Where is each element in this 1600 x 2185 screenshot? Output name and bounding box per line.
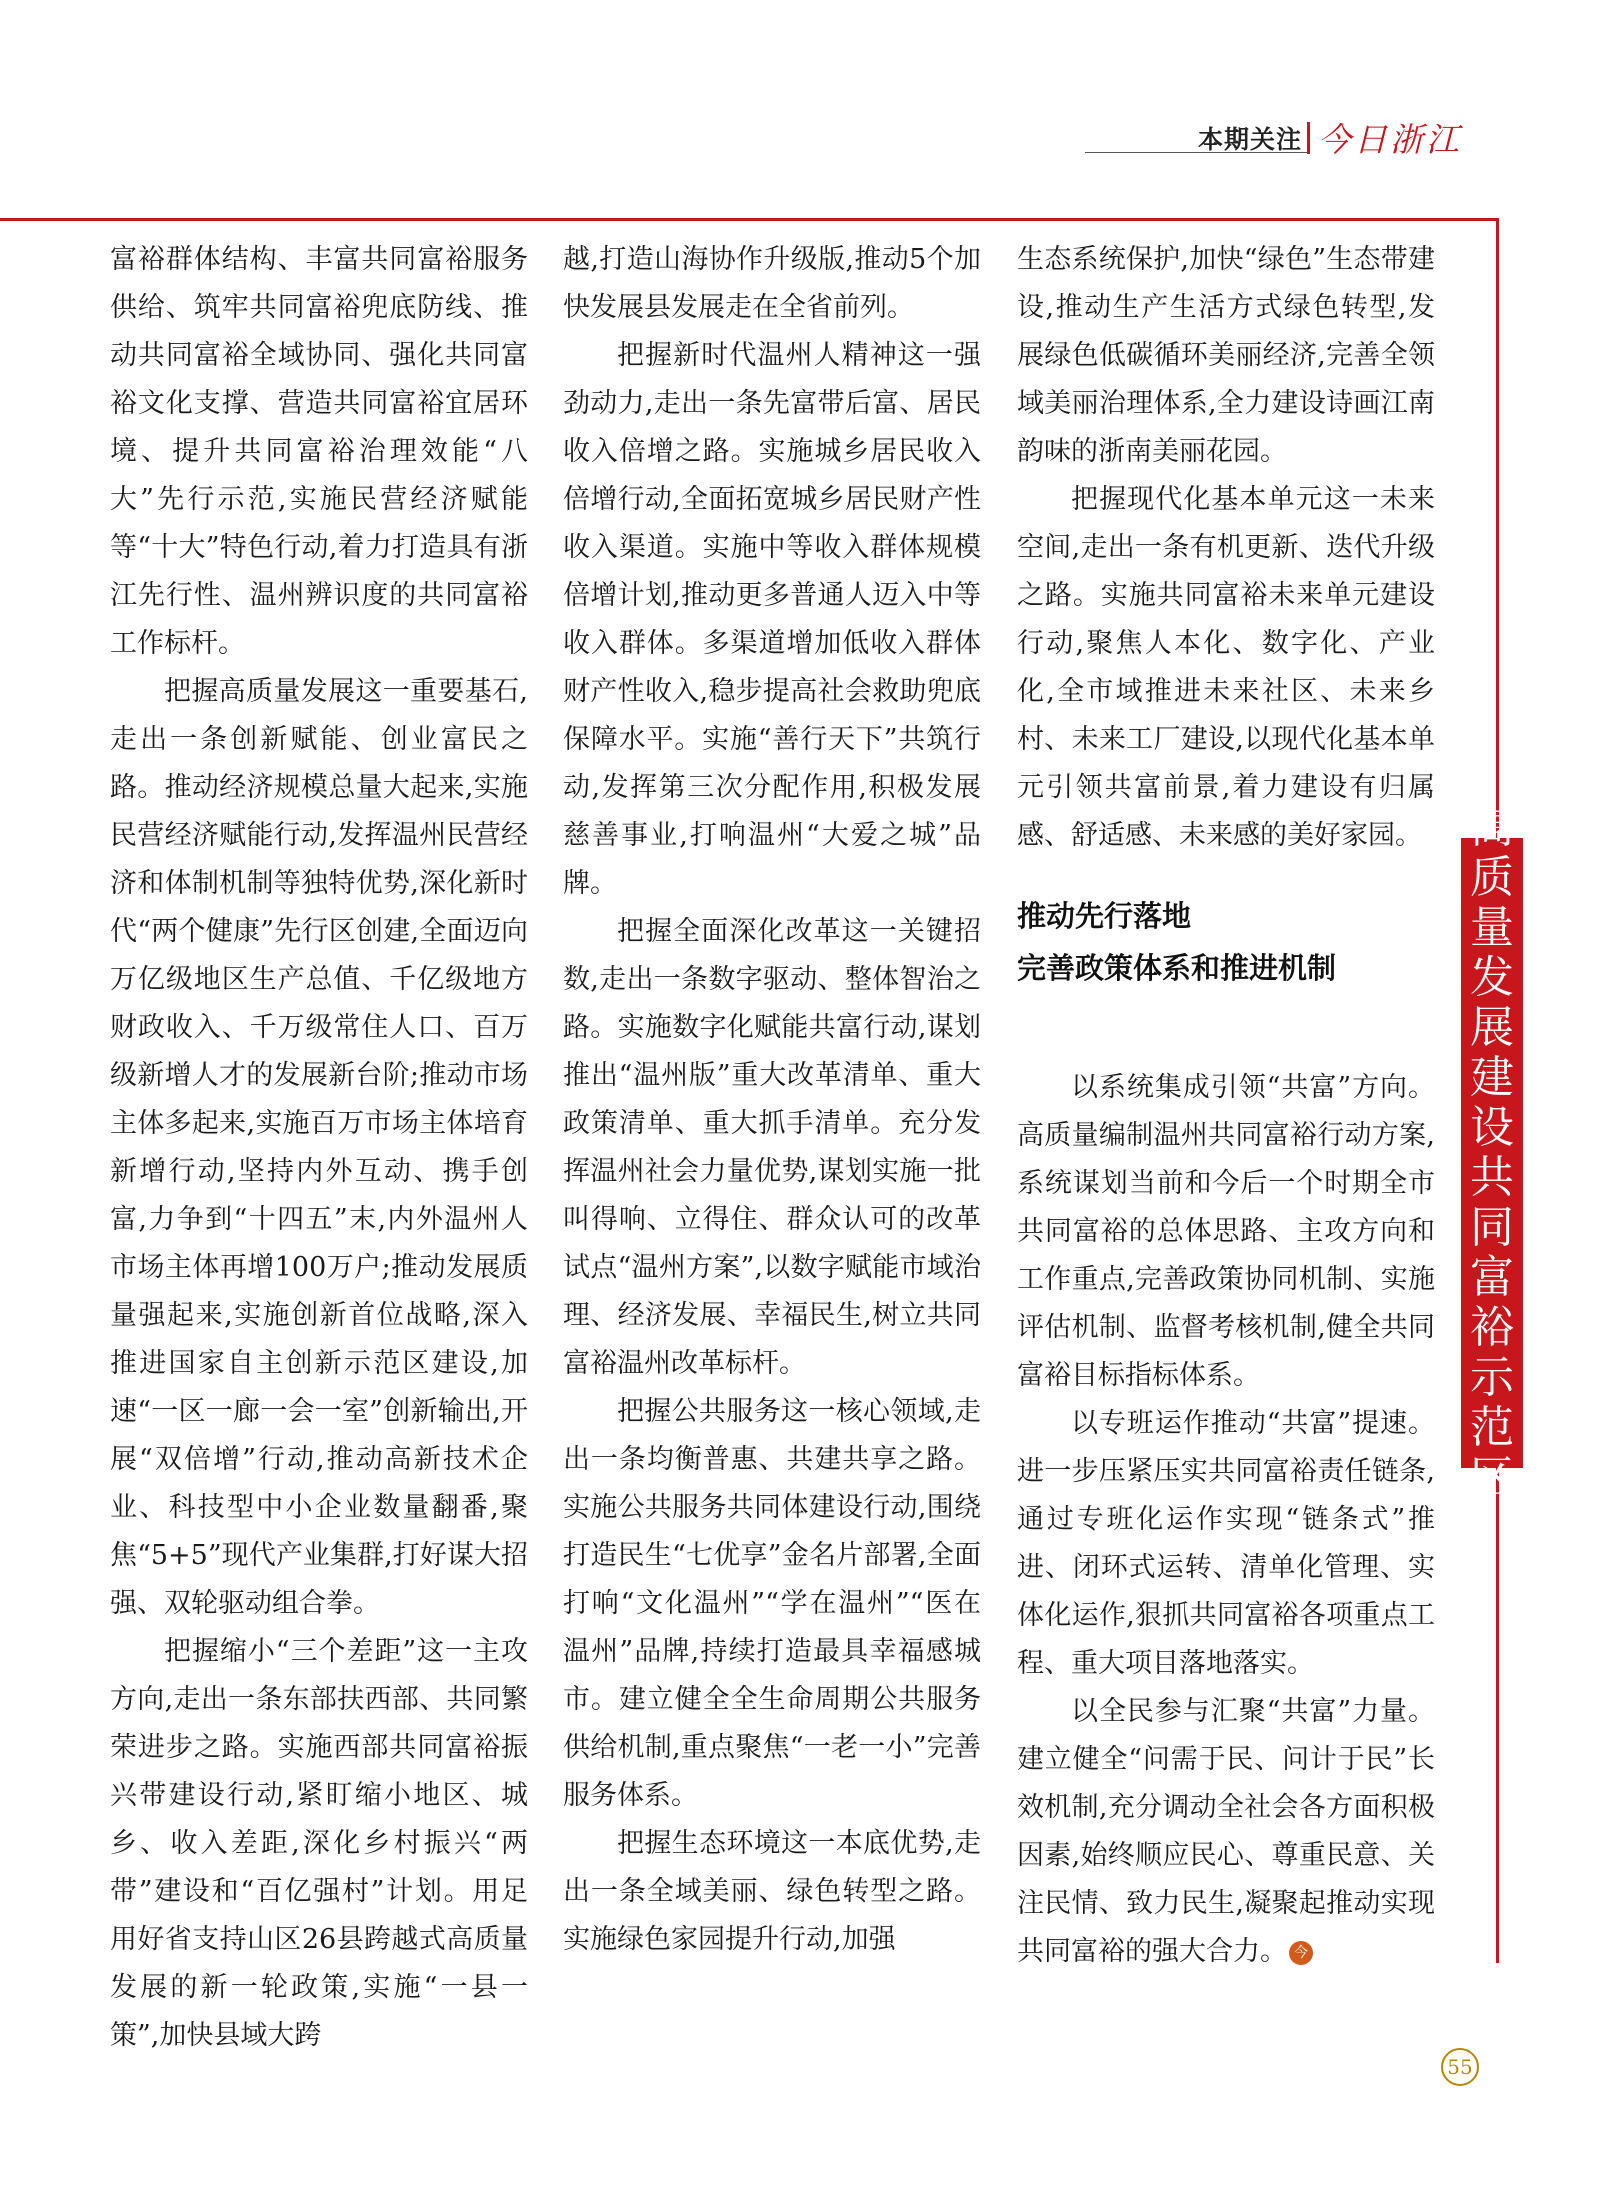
side-banner-char: 范 bbox=[1470, 1402, 1514, 1453]
header-divider bbox=[1307, 122, 1310, 154]
body-paragraph: 越,打造山海协作升级版,推动5个加快发展县发展走在全省前列。 bbox=[563, 244, 981, 323]
body-paragraph: 把握高质量发展这一重要基石,走出一条创新赋能、创业富民之路。推动经济规模总量大起来,实施民营经济赋能行动,发挥温州民营经济和体制机制等独特优势,深化新时代“两个健康”先行区创建,全面迈向万亿级地区生产总值、千亿级地方财政收入、千万级常住人口、百万级新增人才的发展新台阶;推动市场主体多起来,实施百万市场主体培育新增行动,坚持内外互动、携手创富,力争到“十四五”末,内外温州人市场主体再增100万户;推动发展质量强起来,实施创新首位战略,深入推进国家自主创新示范区建设,加速“一区一廊一会一室”创新输出,开展“双倍增”行动,推动高新技术企业、科技型中小企业数量翻番,聚焦“5+5”现代产业集群,打好谋大招强、双轮驱动组合拳。 bbox=[110, 676, 528, 1619]
side-banner-char: 同 bbox=[1470, 1202, 1514, 1253]
body-paragraph: 把握新时代温州人精神这一强劲动力,走出一条先富带后富、居民收入倍增之路。实施城乡居民收入倍增行动,全面拓宽城乡居民财产性收入渠道。实施中等收入群体规模倍增计划,推动更多普通人迈入中等收入群体。多渠道增加低收入群体财产性收入,稳步提高社会救助兜底保障水平。实施“善行天下”共筑行动,发挥第三次分配作用,积极发展慈善事业,打响温州“大爱之城”品牌。 bbox=[563, 340, 981, 899]
side-banner-char: 质 bbox=[1470, 852, 1514, 903]
header-section-label: 本期关注 bbox=[1198, 125, 1303, 154]
body-paragraph: 生态系统保护,加快“绿色”生态带建设,推动生产生活方式绿色转型,发展绿色低碳循环美丽经济,完善全领域美丽治理体系,全力建设诗画江南韵味的浙南美丽花园。 bbox=[1017, 244, 1435, 467]
body-paragraph: 以系统集成引领“共富”方向。高质量编制温州共同富裕行动方案,系统谋划当前和今后一个时期全市共同富裕的总体思路、主攻方向和工作重点,完善政策协同机制、实施评估机制、监督考核机制,健全共同富裕目标指标体系。 bbox=[1017, 1072, 1435, 1391]
page-number: 55 bbox=[1441, 2048, 1479, 2086]
side-banner-char: 裕 bbox=[1470, 1302, 1514, 1353]
side-banner-char: 建 bbox=[1470, 1052, 1514, 1103]
subheading-line: 推动先行落地 bbox=[1017, 899, 1192, 933]
article-end-mark-icon: 今 bbox=[1289, 1941, 1313, 1965]
body-paragraph: 把握公共服务这一核心领域,走出一条均衡普惠、共建共享之路。实施公共服务共同体建设行动,围绕打造民生“七优享”金名片部署,全面打响“文化温州”“学在温州”“医在温州”品牌,持续打造最具幸福感城市。建立健全全生命周期公共服务供给机制,重点聚焦“一老一小”完善服务体系。 bbox=[563, 1396, 981, 1811]
body-paragraph: 富裕群体结构、丰富共同富裕服务供给、筑牢共同富裕兜底防线、推动共同富裕全域协同、强化共同富裕文化支撑、营造共同富裕宜居环境、提升共同富裕治理效能“八大”先行示范,实施民营经济赋能等“十大”特色行动,着力打造具有浙江先行性、温州辨识度的共同富裕工作标杆。 bbox=[110, 244, 528, 659]
side-banner-char: 富 bbox=[1470, 1252, 1514, 1303]
magazine-brand-logo: 今日浙江 bbox=[1318, 120, 1462, 159]
side-banner-topic bbox=[1461, 802, 1523, 1503]
article-column-3 bbox=[1017, 236, 1435, 1976]
body-paragraph: 以专班运作推动“共富”提速。进一步压紧压实共同富裕责任链条,通过专班化运作实现“链条式”推进、闭环式运转、清单化管理、实体化运作,狠抓共同富裕各项重点工程、重大项目落地落实。 bbox=[1017, 1408, 1435, 1679]
side-banner-char: 示 bbox=[1470, 1352, 1514, 1403]
subheading-line: 完善政策体系和推进机制 bbox=[1017, 951, 1337, 985]
side-banner-char: 设 bbox=[1470, 1102, 1514, 1153]
body-paragraph: 把握生态环境这一本底优势,走出一条全域美丽、绿色转型之路。实施绿色家园提升行动,加强 bbox=[563, 1828, 981, 1955]
side-banner-char: 区 bbox=[1470, 1452, 1514, 1503]
side-banner-char: 高 bbox=[1470, 802, 1514, 853]
body-paragraph: 把握全面深化改革这一关键招数,走出一条数字驱动、整体智治之路。实施数字化赋能共富行动,谋划推出“温州版”重大改革清单、重大政策清单、重大抓手清单。充分发挥温州社会力量优势,谋划实施一批叫得响、立得住、群众认可的改革试点“温州方案”,以数字赋能市域治理、经济发展、幸福民生,树立共同富裕温州改革标杆。 bbox=[563, 916, 981, 1379]
body-paragraph: 以全民参与汇聚“共富”力量。建立健全“问需于民、问计于民”长效机制,充分调动全社会各方面积极因素,始终顺应民心、尊重民意、关注民情、致力民生,凝聚起推动实现共同富裕的强大合力。 今 bbox=[1017, 1696, 1435, 1967]
side-banner-char: 展 bbox=[1470, 1002, 1514, 1053]
article-column-1 bbox=[110, 236, 528, 2060]
side-banner-char: 共 bbox=[1470, 1152, 1514, 1203]
article-column-2 bbox=[563, 236, 981, 1964]
frame-top-border bbox=[0, 218, 1498, 221]
section-subheading bbox=[1017, 890, 1435, 994]
body-paragraph: 把握现代化基本单元这一未来空间,走出一条有机更新、迭代升级之路。实施共同富裕未来单元建设行动,聚焦人本化、数字化、产业化,全市域推进未来社区、未来乡村、未来工厂建设,以现代化基本单元引领共富前景,着力建设有归属感、舒适感、未来感的美好家园。 bbox=[1017, 484, 1435, 851]
side-banner-char: 发 bbox=[1470, 952, 1514, 1003]
side-banner-char: 量 bbox=[1470, 902, 1514, 953]
body-paragraph: 把握缩小“三个差距”这一主攻方向,走出一条东部扶西部、共同繁荣进步之路。实施西部共同富裕振兴带建设行动,紧盯缩小地区、城乡、收入差距,深化乡村振兴“两带”建设和“百亿强村”计划。用足用好省支持山区26县跨越式高质量发展的新一轮政策,实施“一县一策”,加快县域大跨 bbox=[110, 1636, 528, 2051]
